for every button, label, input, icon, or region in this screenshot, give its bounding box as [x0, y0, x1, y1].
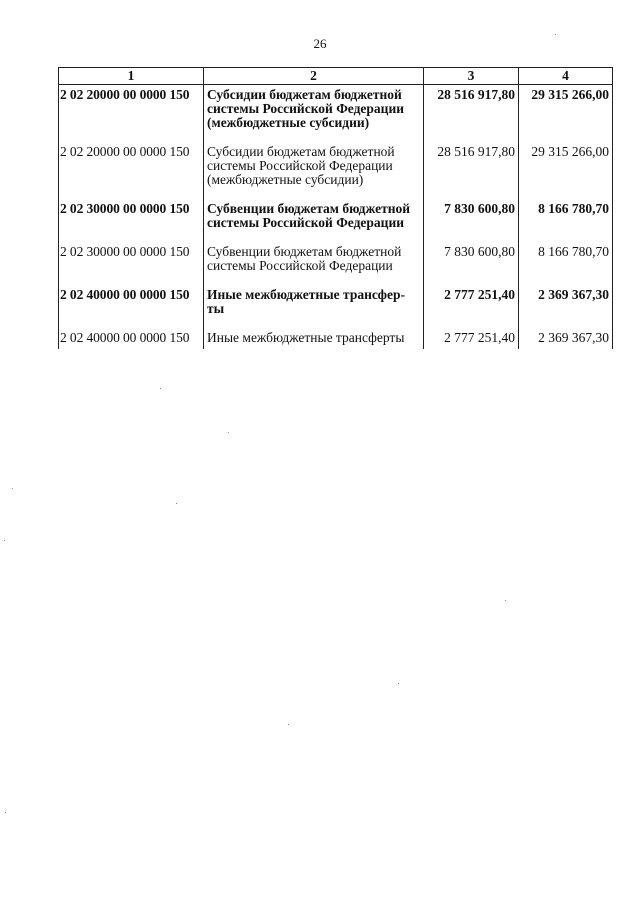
value-col3-cell: 28 516 917,80 [424, 85, 519, 143]
value-col3-cell: 28 516 917,80 [424, 142, 519, 199]
budget-name-cell: Субвенции бюджетам бюджетной системы Российской Федерации [204, 242, 424, 285]
budget-code-cell: 2 02 30000 00 0000 150 [59, 242, 204, 285]
budget-code-cell: 2 02 20000 00 0000 150 [59, 85, 204, 143]
scan-speck [4, 540, 5, 541]
budget-table [58, 67, 613, 349]
column-header-2: 2 [204, 68, 424, 85]
scan-speck [5, 812, 6, 813]
header-row [59, 68, 613, 85]
table-row [59, 285, 613, 328]
value-col4-cell: 29 315 266,00 [519, 85, 613, 143]
budget-name-cell: Субвенции бюджетам бюджетной системы Российской Федерации [204, 199, 424, 242]
scan-speck [288, 724, 289, 725]
table-row [59, 199, 613, 242]
value-col4-cell: 8 166 780,70 [519, 242, 613, 285]
budget-name-cell: Иные межбюджетные трансфер- ты [204, 285, 424, 328]
budget-code-cell: 2 02 30000 00 0000 150 [59, 199, 204, 242]
column-header-3: 3 [424, 68, 519, 85]
page-number: 26 [313, 36, 327, 51]
scan-speck [398, 683, 399, 684]
value-col3-cell: 7 830 600,80 [424, 242, 519, 285]
budget-code-cell: 2 02 20000 00 0000 150 [59, 142, 204, 199]
table-header [59, 68, 613, 85]
table-row [59, 242, 613, 285]
value-col3-cell: 2 777 251,40 [424, 285, 519, 328]
table-row [59, 142, 613, 199]
value-col4-cell: 29 315 266,00 [519, 142, 613, 199]
scan-speck [555, 34, 556, 35]
value-col3-cell: 7 830 600,80 [424, 199, 519, 242]
scan-speck [160, 388, 161, 389]
scan-speck [12, 488, 13, 489]
value-col3-cell: 2 777 251,40 [424, 328, 519, 349]
budget-code-cell: 2 02 40000 00 0000 150 [59, 328, 204, 349]
column-header-1: 1 [59, 68, 204, 85]
budget-code-cell: 2 02 40000 00 0000 150 [59, 285, 204, 328]
value-col4-cell: 2 369 367,30 [519, 285, 613, 328]
table-row [59, 328, 613, 349]
value-col4-cell: 2 369 367,30 [519, 328, 613, 349]
value-col4-cell: 8 166 780,70 [519, 199, 613, 242]
table-body [59, 85, 613, 350]
scan-speck [176, 503, 177, 504]
scan-speck [505, 600, 506, 601]
budget-name-cell: Субсидии бюджетам бюджетной системы Российской Федерации (межбюджетные субсидии) [204, 142, 424, 199]
budget-name-cell: Иные межбюджетные трансферты [204, 328, 424, 349]
budget-name-cell: Субсидии бюджетам бюджетной системы Российской Федерации (межбюджетные субсидии) [204, 85, 424, 143]
scan-speck [228, 432, 229, 433]
table-row [59, 85, 613, 143]
column-header-4: 4 [519, 68, 613, 85]
